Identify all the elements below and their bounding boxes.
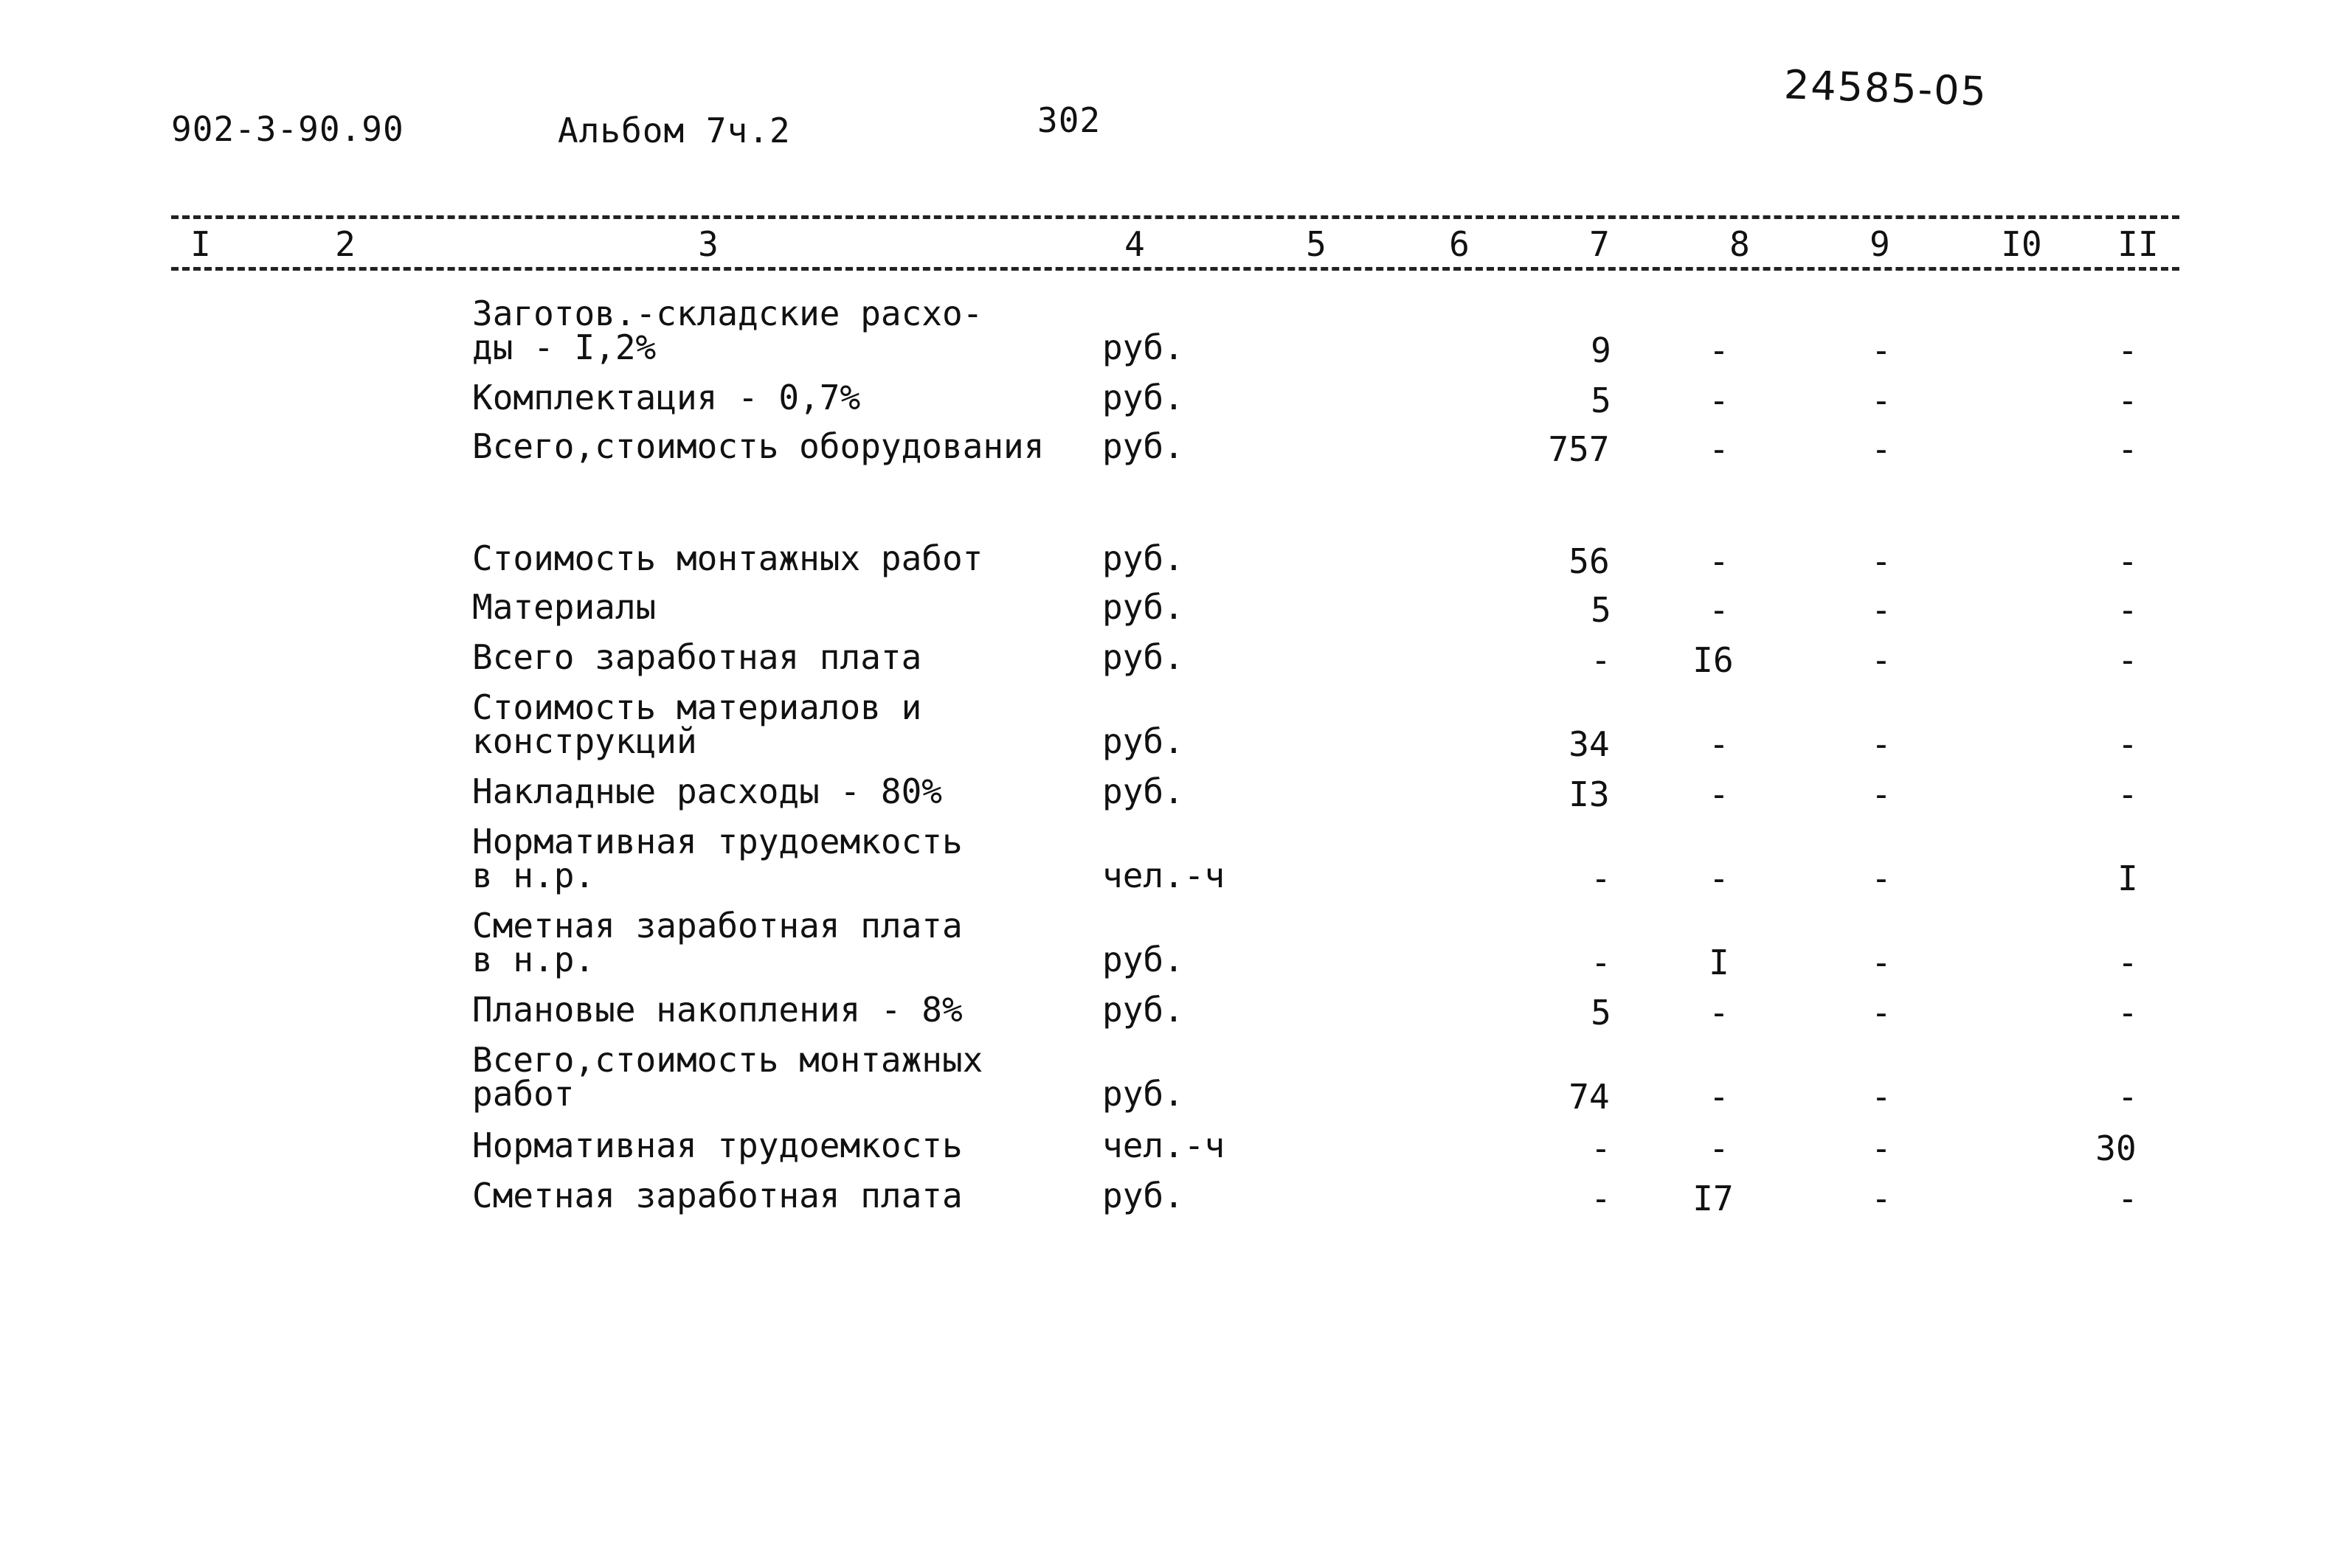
- row-value-col11: 30: [2095, 1128, 2137, 1168]
- row-value-col8: -: [1709, 381, 1729, 420]
- column-header: 6: [1449, 224, 1470, 264]
- document-code: 902-3-90.90: [171, 109, 404, 149]
- row-description: в н.р.: [472, 940, 595, 979]
- row-unit: руб.: [1102, 1074, 1184, 1114]
- row-value-col11: -: [2117, 541, 2138, 581]
- row-description: Всего заработная плата: [472, 637, 922, 677]
- row-value-col9: -: [1871, 943, 1892, 982]
- row-value-col7: -: [1591, 943, 1611, 982]
- row-value-col8: -: [1709, 1128, 1729, 1168]
- row-value-col9: -: [1871, 381, 1892, 420]
- row-description: Сметная заработная плата: [472, 1176, 963, 1215]
- row-value-col8: -: [1709, 993, 1729, 1033]
- row-value-col9: -: [1871, 858, 1892, 898]
- column-header: 9: [1870, 224, 1890, 264]
- row-value-col8: -: [1709, 330, 1729, 370]
- row-unit: руб.: [1102, 378, 1184, 417]
- row-description: работ: [472, 1074, 575, 1114]
- row-value-col9: -: [1871, 724, 1892, 764]
- row-description: Стоимость монтажных работ: [472, 538, 983, 578]
- row-value-col9: -: [1871, 774, 1892, 814]
- row-value-col8: -: [1709, 1077, 1729, 1117]
- row-value-col9: -: [1871, 640, 1892, 680]
- row-value-col11: -: [2117, 640, 2138, 680]
- row-value-col11: -: [2117, 943, 2138, 982]
- row-value-col7: -: [1591, 640, 1611, 680]
- column-header: 8: [1729, 224, 1750, 264]
- column-header: 3: [698, 224, 719, 264]
- row-value-col11: -: [2117, 429, 2138, 469]
- handwritten-reference: 24585-05: [1782, 61, 1988, 115]
- row-value-col11: -: [2117, 993, 2138, 1033]
- row-value-col9: -: [1871, 1077, 1892, 1117]
- row-description: Сметная заработная плата: [472, 906, 963, 946]
- column-header: I: [190, 224, 211, 264]
- row-value-col11: -: [2117, 381, 2138, 420]
- row-value-col8: I: [1709, 943, 1729, 982]
- album-label: Альбом 7ч.2: [558, 111, 791, 150]
- column-header: 7: [1589, 224, 1610, 264]
- row-value-col11: I: [2117, 858, 2138, 898]
- row-description: Всего,стоимость монтажных: [472, 1040, 983, 1080]
- row-description: Нормативная трудоемкость: [472, 822, 963, 861]
- column-header: 5: [1306, 224, 1327, 264]
- header-rule-top: [171, 215, 2179, 219]
- row-description: Комплектация - 0,7%: [472, 378, 861, 417]
- row-description: Стоимость материалов и: [472, 687, 922, 727]
- column-header: 2: [335, 224, 356, 264]
- row-value-col7: -: [1591, 858, 1611, 898]
- row-value-col8: -: [1709, 774, 1729, 814]
- row-value-col9: -: [1871, 993, 1892, 1033]
- row-value-col8: I6: [1692, 640, 1734, 680]
- header-rule-bottom: [171, 267, 2179, 271]
- row-description: Материалы: [472, 587, 657, 627]
- row-description: в н.р.: [472, 856, 595, 895]
- row-unit: руб.: [1102, 426, 1184, 466]
- column-header: II: [2117, 224, 2159, 264]
- row-value-col7: 5: [1591, 993, 1611, 1033]
- row-description: Всего,стоимость оборудования: [472, 426, 1045, 466]
- row-description: ды - I,2%: [472, 327, 657, 367]
- row-value-col9: -: [1871, 1128, 1892, 1168]
- row-value-col11: -: [2117, 1179, 2138, 1218]
- row-description: конструкций: [472, 721, 697, 761]
- column-header: I0: [2001, 224, 2042, 264]
- row-unit: руб.: [1102, 637, 1184, 677]
- row-unit: руб.: [1102, 771, 1184, 811]
- row-value-col11: -: [2117, 774, 2138, 814]
- row-value-col7: -: [1591, 1179, 1611, 1218]
- row-value-col11: -: [2117, 1077, 2138, 1117]
- row-unit: руб.: [1102, 940, 1184, 979]
- row-value-col7: 5: [1591, 381, 1611, 420]
- row-value-col8: I7: [1692, 1179, 1734, 1218]
- row-value-col7: 9: [1591, 330, 1611, 370]
- row-value-col11: -: [2117, 724, 2138, 764]
- row-value-col11: -: [2117, 330, 2138, 370]
- row-value-col7: 74: [1568, 1077, 1610, 1117]
- row-value-col8: -: [1709, 724, 1729, 764]
- row-unit: руб.: [1102, 327, 1184, 367]
- row-value-col7: -: [1591, 1128, 1611, 1168]
- row-value-col7: 5: [1591, 590, 1611, 630]
- row-unit: чел.-ч: [1102, 1125, 1225, 1165]
- row-value-col7: 34: [1568, 724, 1610, 764]
- row-value-col8: -: [1709, 858, 1729, 898]
- row-value-col8: -: [1709, 590, 1729, 630]
- row-unit: чел.-ч: [1102, 856, 1225, 895]
- row-value-col9: -: [1871, 541, 1892, 581]
- row-unit: руб.: [1102, 538, 1184, 578]
- row-value-col8: -: [1709, 541, 1729, 581]
- row-description: Накладные расходы - 80%: [472, 771, 942, 811]
- column-header: 4: [1124, 224, 1145, 264]
- row-description: Плановые накопления - 8%: [472, 990, 963, 1030]
- row-value-col9: -: [1871, 1179, 1892, 1218]
- row-value-col9: -: [1871, 429, 1892, 469]
- row-description: Нормативная трудоемкость: [472, 1125, 963, 1165]
- row-value-col11: -: [2117, 590, 2138, 630]
- row-unit: руб.: [1102, 587, 1184, 627]
- row-value-col9: -: [1871, 590, 1892, 630]
- page-number: 302: [1037, 100, 1101, 140]
- row-value-col9: -: [1871, 330, 1892, 370]
- row-unit: руб.: [1102, 1176, 1184, 1215]
- row-value-col8: -: [1709, 429, 1729, 469]
- row-value-col7: 56: [1568, 541, 1610, 581]
- row-unit: руб.: [1102, 721, 1184, 761]
- row-value-col7: I3: [1568, 774, 1610, 814]
- row-unit: руб.: [1102, 990, 1184, 1030]
- row-value-col7: 757: [1548, 429, 1610, 469]
- row-description: Заготов.-складские расхо-: [472, 294, 983, 333]
